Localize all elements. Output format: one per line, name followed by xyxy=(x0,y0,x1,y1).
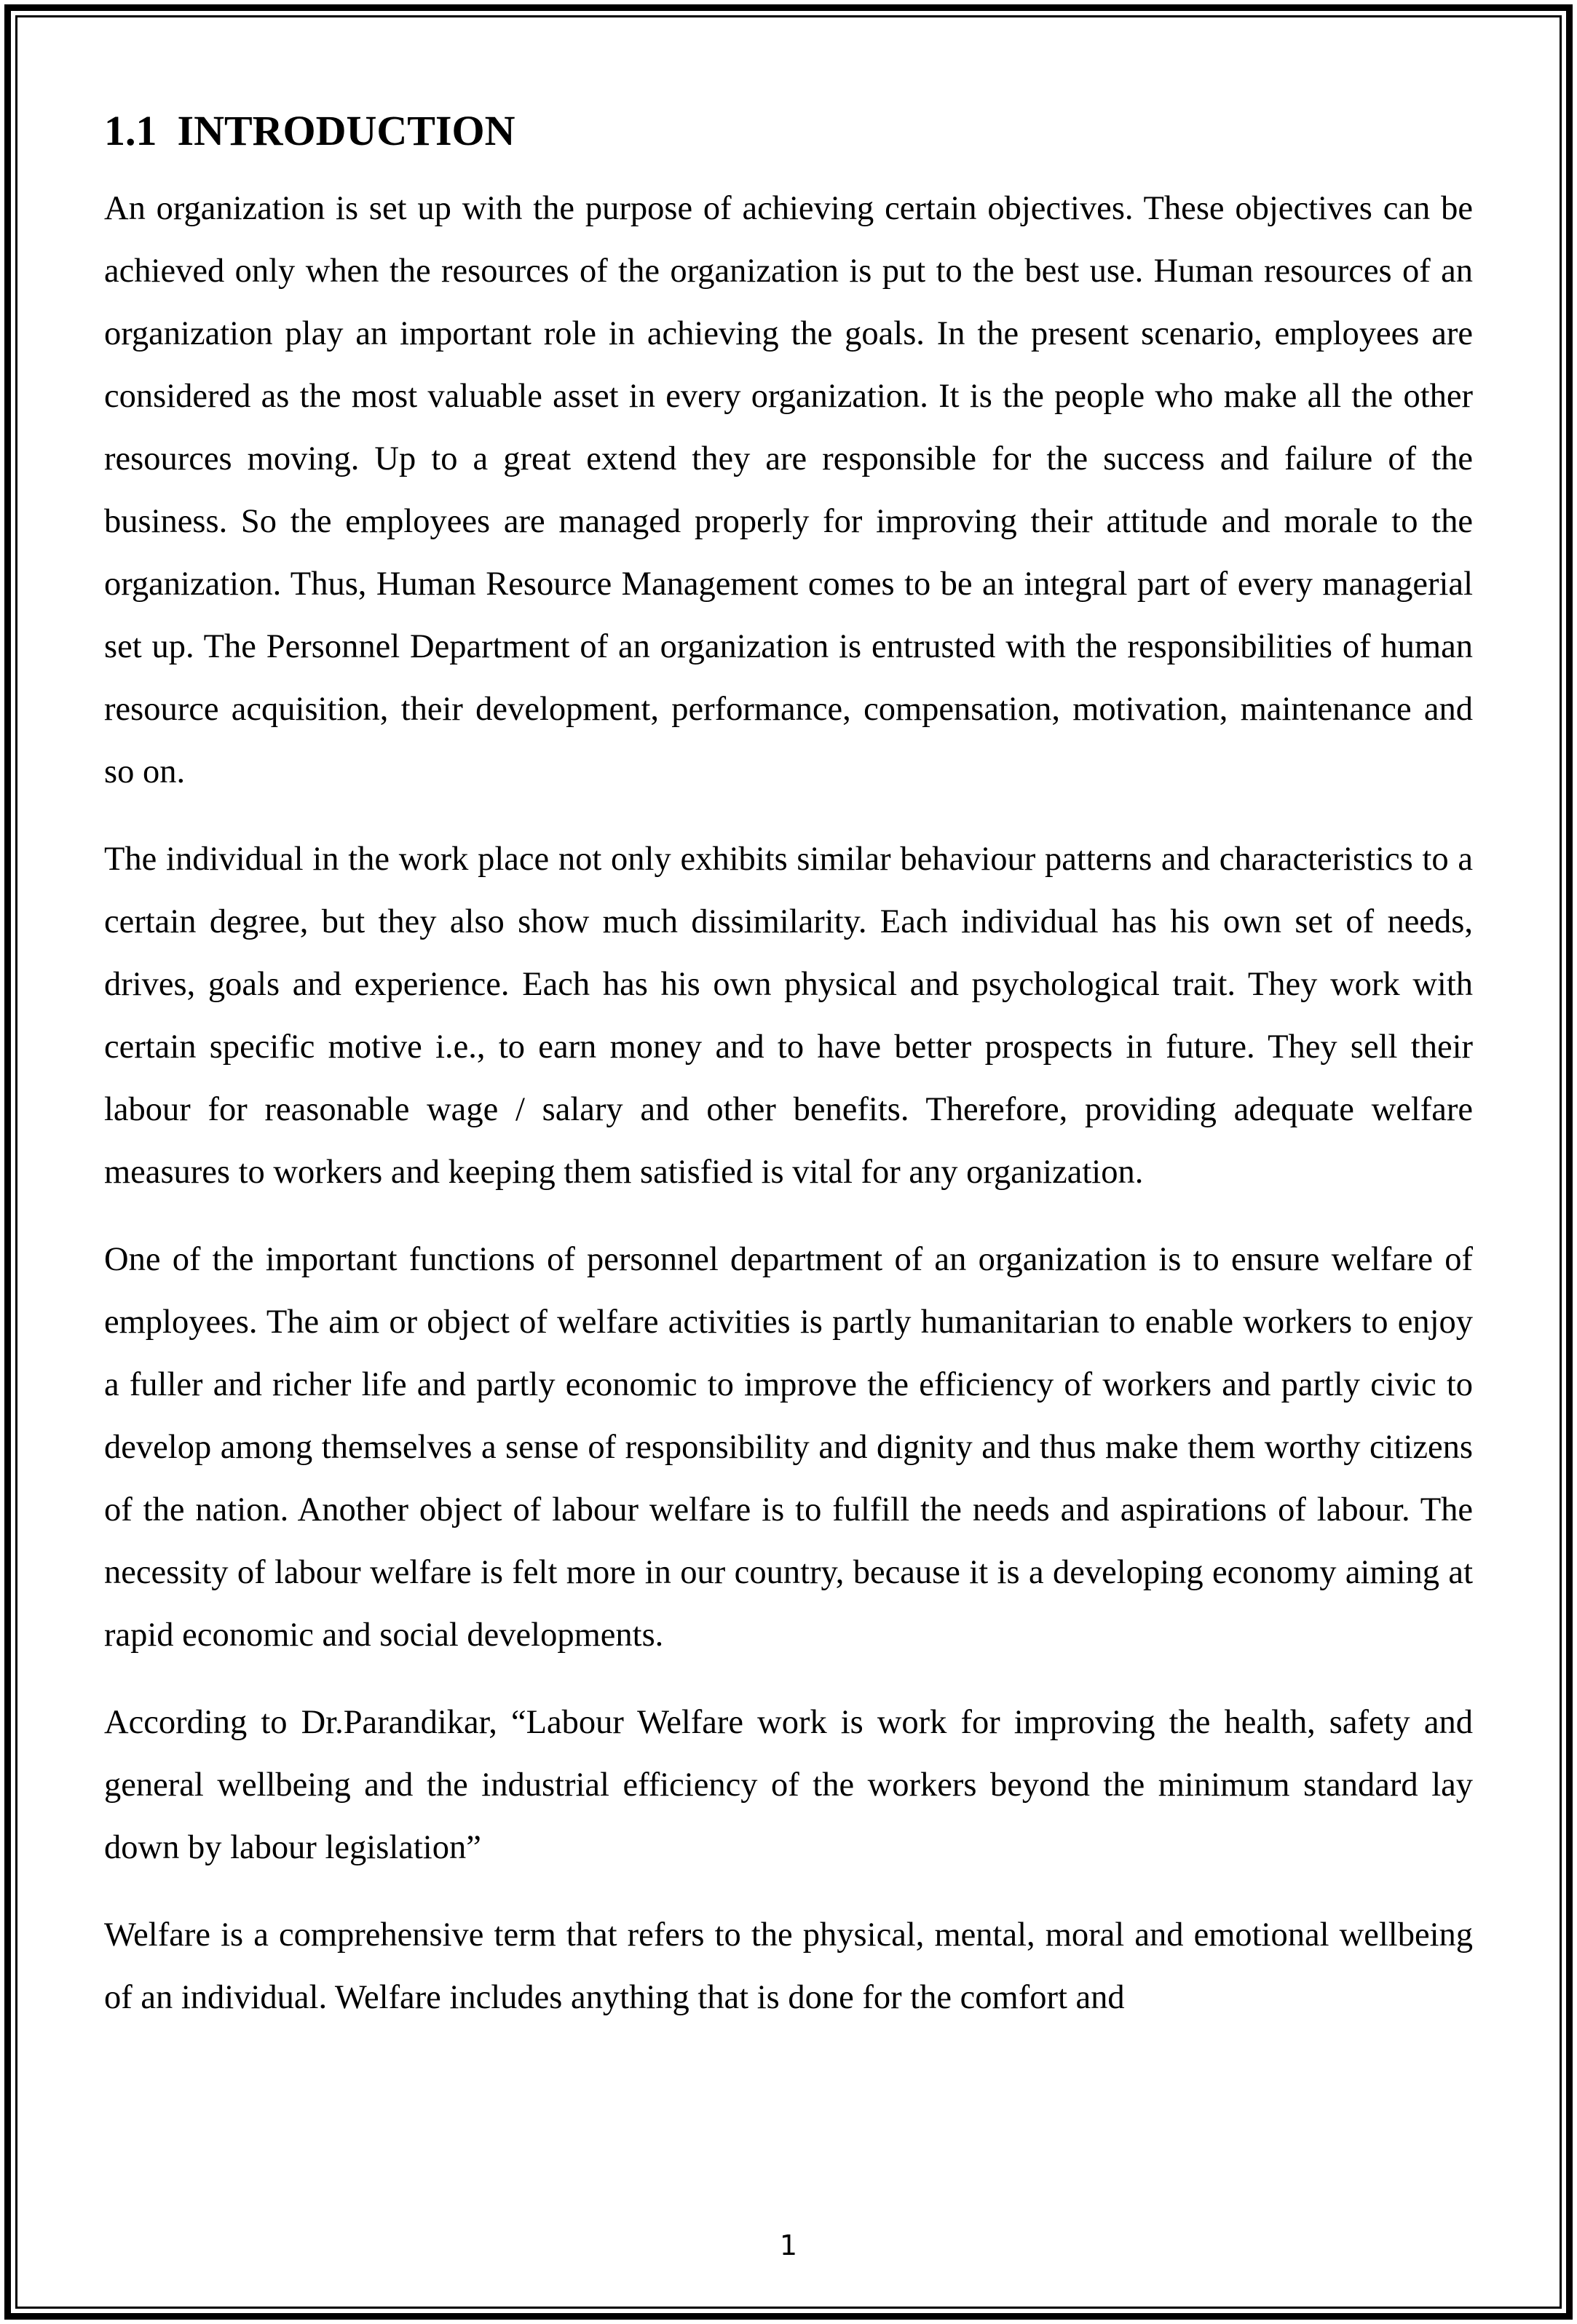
paragraph-individual-workplace: The individual in the work place not only exhibits similar behaviour patterns and characteristics to a certain degree, but they also show much dissimilarity. Each individual has his own set of needs, drives, goals and experience. Each has his own physical and psychological trait. They work with certain specific motive i.e., to earn money and to have better prospects in future. They sell their labour for reasonable wage / salary and other benefits. Therefore, providing adequate welfare measures to workers and keeping them satisfied is vital for any organization. xyxy=(104,841,1473,1191)
paragraph-personnel-welfare: One of the important functions of personnel department of an organization is to ensure welfare of employees. The aim or object of welfare activities is partly humanitarian to enable workers to enjoy a fuller and richer life and partly economic to improve the efficiency of workers and partly civic to develop among themselves a sense of responsibility and dignity and thus make them worthy citizens of the nation. Another object of labour welfare is to fulfill the needs and aspirations of labour. The necessity of labour welfare is felt more in our country, because it is a developing economy aiming at rapid economic and social developments. xyxy=(104,1241,1473,1654)
page-content xyxy=(104,95,1473,2054)
section-title: INTRODUCTION xyxy=(177,107,515,154)
paragraph-organization-objectives: An organization is set up with the purpose of achieving certain objectives. These objectives can be achieved only when the resources of the organization is put to the best use. Human resources of an organization play an important role in achieving the goals. In the present scenario, employees are considered as the most valuable asset in every organization. It is the people who make all the other resources moving. Up to a great extend they are responsible for the success and failure of the business. So the employees are managed properly for improving their attitude and morale to the organization. Thus, Human Resource Management comes to be an integral part of every managerial set up. The Personnel Department of an organization is entrusted with the responsibilities of human resource acquisition, their development, performance, compensation, motivation, maintenance and so on. xyxy=(104,190,1473,790)
section-heading xyxy=(104,95,1473,167)
page-number: 1 xyxy=(779,2229,798,2261)
paragraph-parandikar-quote: According to Dr.Parandikar, “Labour Welfare work is work for improving the health, safety and general wellbeing and the industrial efficiency of the workers beyond the minimum standard lay down by labour legislation” xyxy=(104,1704,1473,1866)
paragraph-welfare-definition: Welfare is a comprehensive term that refers to the physical, mental, moral and emotional wellbeing of an individual. Welfare includes anything that is done for the comfort and xyxy=(104,1916,1473,2016)
section-number: 1.1 xyxy=(104,107,157,154)
